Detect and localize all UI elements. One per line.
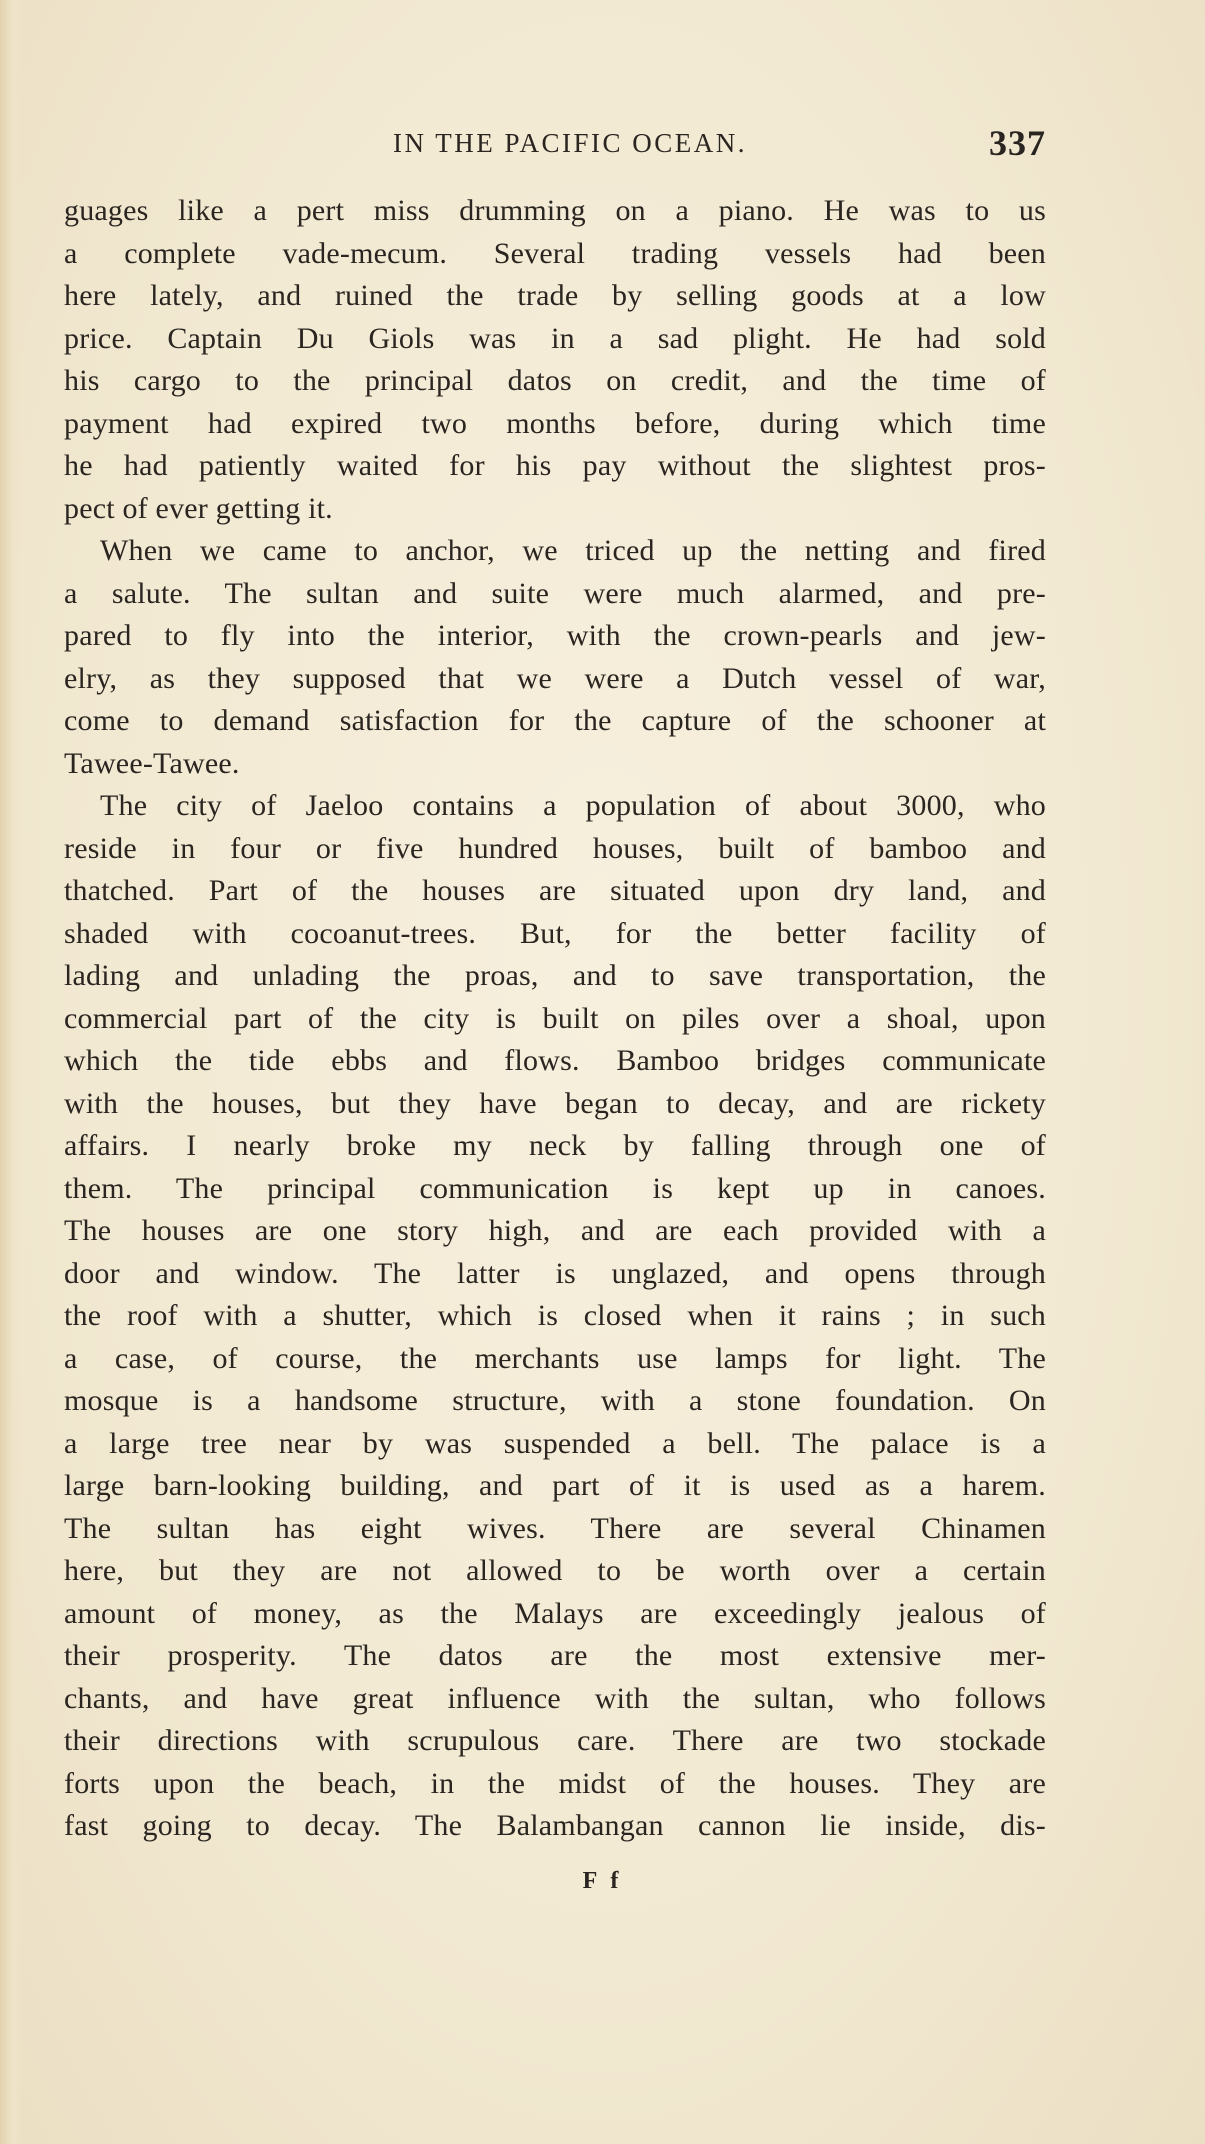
text-line: chants, and have great influence with the sultan, who follows: [64, 1681, 1046, 1715]
text-line: commercial part of the city is built on piles over a shoal, upon: [64, 1001, 1046, 1035]
text-line: Tawee-Tawee.: [64, 746, 240, 780]
text-line: lading and unlading the proas, and to save transportation, the: [64, 959, 1046, 992]
text-line: here, but they are not allowed to be worth over a certain: [64, 1554, 1046, 1587]
text-line: pared to fly into the interior, with the crown-pearls and jew-: [64, 619, 1046, 652]
text-line: forts upon the beach, in the midst of the houses. They are: [64, 1766, 1046, 1800]
text-line: come to demand satisfaction for the capture of the schooner at: [64, 704, 1046, 737]
text-line: elry, as they supposed that we were a Dutch vessel of war,: [64, 661, 1046, 695]
text-line: reside in four or five hundred houses, built of bamboo and: [64, 831, 1046, 865]
text-line: When we came to anchor, we triced up the netting and fired: [100, 534, 1046, 567]
text-line: with the houses, but they have began to decay, and are rickety: [64, 1086, 1046, 1120]
page-gutter-shadow: [0, 0, 22, 2144]
text-line: thatched. Part of the houses are situated upon dry land, and: [64, 874, 1046, 907]
page-header: [64, 122, 1046, 170]
text-line: affairs. I nearly broke my neck by falling through one of: [64, 1129, 1046, 1162]
text-line: amount of money, as the Malays are exceedingly jealous of: [64, 1596, 1046, 1630]
text-line: fast going to decay. The Balambangan cannon lie inside, dis-: [64, 1809, 1046, 1842]
text-line: shaded with cocoanut-trees. But, for the better facility of: [64, 916, 1046, 950]
signature-mark: F f: [582, 1868, 623, 1894]
running-head: IN THE PACIFIC OCEAN.: [392, 128, 748, 158]
text-line: guages like a pert miss drumming on a piano. He was to us: [64, 194, 1046, 227]
text-line: a large tree near by was suspended a bell. The palace is a: [64, 1426, 1046, 1460]
text-line: a case, of course, the merchants use lamps for light. The: [64, 1341, 1046, 1375]
text-line: which the tide ebbs and flows. Bamboo bridges communicate: [64, 1044, 1046, 1077]
text-line: large barn-looking building, and part of it is used as a harem.: [64, 1469, 1046, 1502]
text-line: his cargo to the principal datos on credit, and the time of: [64, 364, 1046, 397]
text-line: their directions with scrupulous care. There are two stockade: [64, 1724, 1046, 1757]
text-line: mosque is a handsome structure, with a stone foundation. On: [64, 1384, 1046, 1417]
text-line: payment had expired two months before, during which time: [64, 406, 1046, 440]
text-line: price. Captain Du Giols was in a sad plight. He had sold: [64, 321, 1046, 355]
text-line: he had patiently waited for his pay without the slightest pros-: [64, 449, 1046, 482]
text-line: The city of Jaeloo contains a population of about 3000, who: [100, 789, 1046, 822]
text-line: a complete vade-mecum. Several trading vessels had been: [64, 236, 1046, 270]
text-line: them. The principal communication is kept up in canoes.: [64, 1171, 1046, 1205]
text-line: the roof with a shutter, which is closed when it rains ; in such: [64, 1299, 1046, 1332]
text-line: The sultan has eight wives. There are several Chinamen: [64, 1511, 1046, 1545]
text-line: a salute. The sultan and suite were much alarmed, and pre-: [64, 576, 1046, 610]
page-number: 337: [989, 123, 1046, 163]
text-line: here lately, and ruined the trade by selling goods at a low: [64, 279, 1046, 312]
text-line: their prosperity. The datos are the most extensive mer-: [64, 1639, 1046, 1672]
text-line: The houses are one story high, and are each provided with a: [64, 1214, 1046, 1247]
body-text: [64, 190, 1046, 1848]
text-line: door and window. The latter is unglazed, and opens through: [64, 1256, 1046, 1290]
text-line: pect of ever getting it.: [64, 491, 333, 525]
